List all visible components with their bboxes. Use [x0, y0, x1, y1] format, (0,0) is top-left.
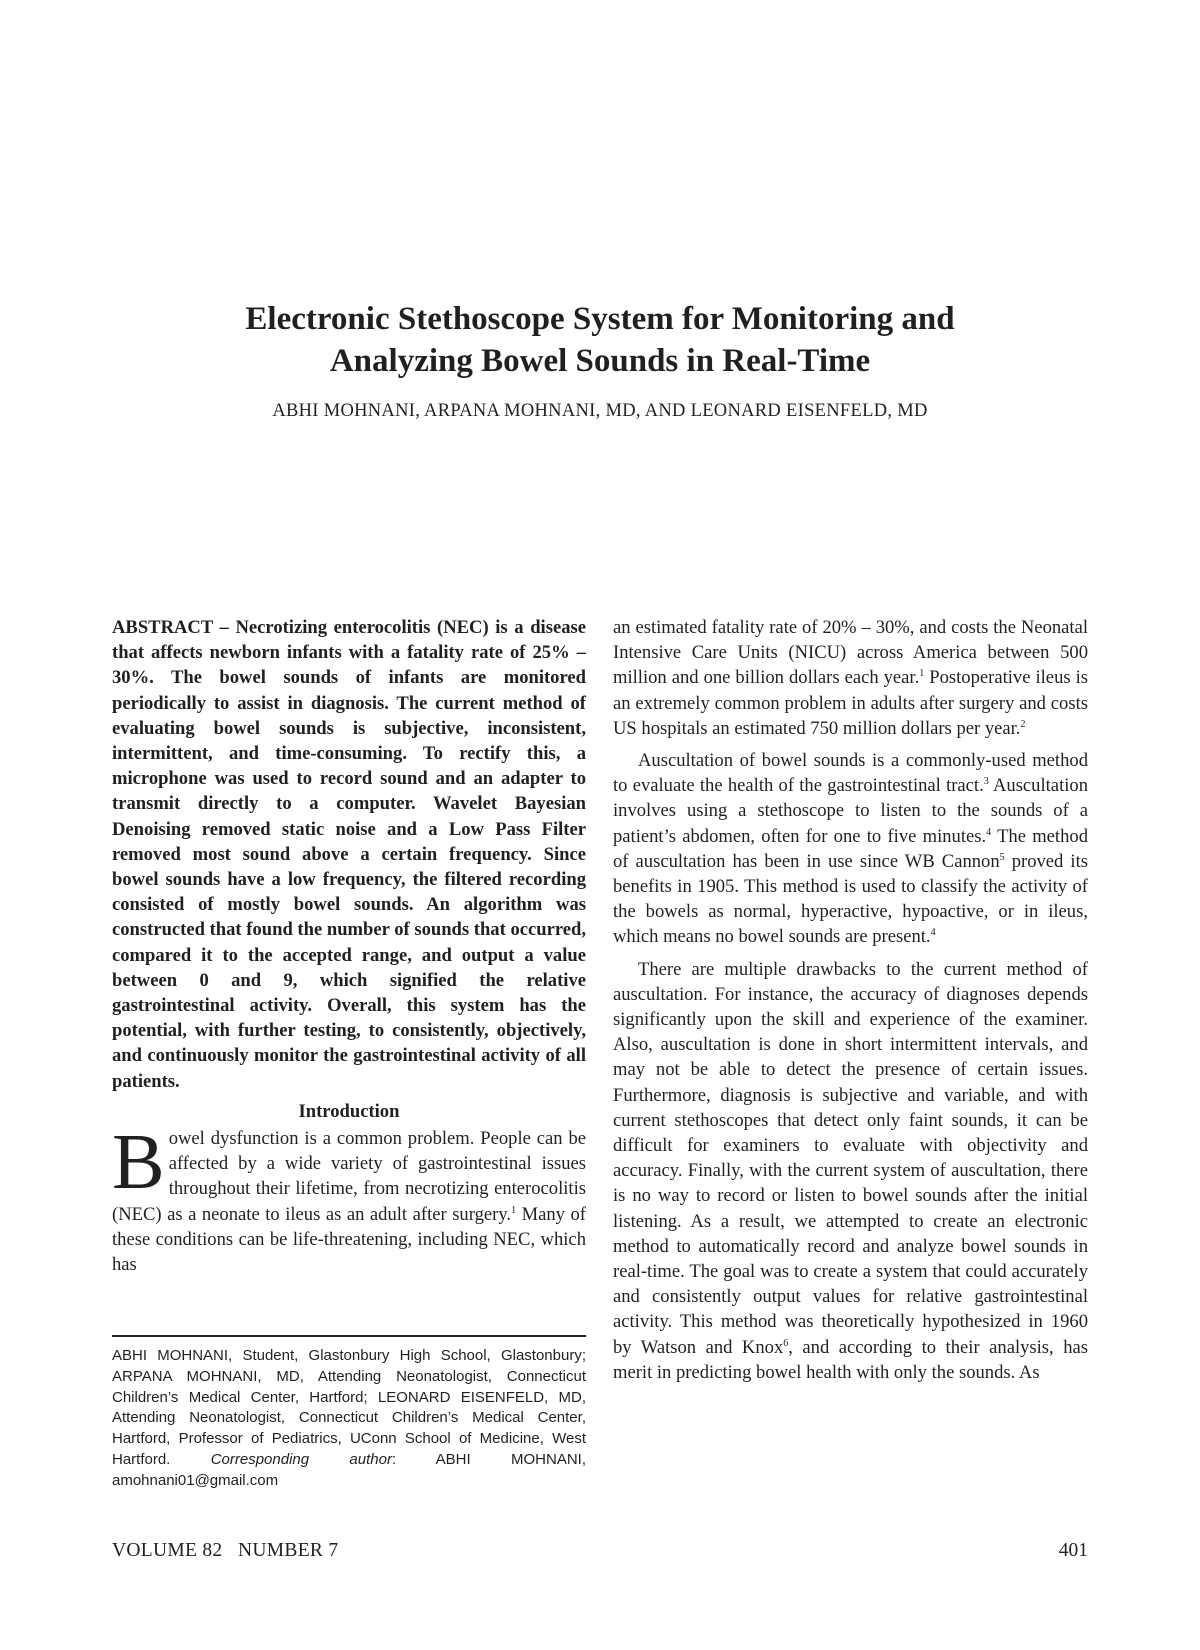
- corresponding-author-label: Corresponding author: [210, 1450, 392, 1468]
- citation-superscript: 1: [511, 1204, 517, 1216]
- footnote-text: ABHI MOHNANI, Student, Glastonbury High School, Glastonbury; ARPANA MOHNANI, MD, Attending Neonatologist, Connecticut Children’s Medical Center, Hartford; LEONARD EISENFELD, MD, Attending Neonatologist, Connecticut Children’s Medical Center, Hartford, Professor of Pediatrics, UConn School of Medicine, West Hartford.: [112, 1347, 586, 1468]
- right-column: [613, 615, 1088, 1385]
- title-line-2: Analyzing Bowel Sounds in Real-Time: [329, 343, 871, 379]
- title-line-1: Electronic Stethoscope System for Monitoring and: [245, 301, 955, 337]
- p1-text-b: Postoperative ileus is an extremely common problem in adults after surgery and costs US hospitals an estimated 750 million dollars per year.: [613, 667, 1089, 739]
- p2-text-b: Auscultation involves using a stethoscope to listen to the sounds of a patient’s abdomen, often for one to five minutes.: [613, 775, 1088, 847]
- introduction-paragraph: [112, 1119, 586, 1277]
- p2-text-a: Auscultation of bowel sounds is a commonly-used method to evaluate the health of the gastrointestinal tract.: [613, 750, 1088, 797]
- page-number: 401: [1058, 1540, 1088, 1561]
- p3-text-a: There are multiple drawbacks to the current method of auscultation. For instance, the accuracy of diagnoses depends significantly upon the skill and experience of the examiner. Also, auscultation is done in short intermittent intervals, and may not be able to detect the presence of certain issues. Furthermore, diagnosis is subjective and variable, and with current stethoscopes that detect only faint sounds, it can be difficult for examiners to evaluate with objectivity and accuracy. Finally, with the current system of auscultation, there is no way to record or listen to bowel sounds after the initial listening. As a result, we attempted to create an electronic method to automatically record and analyze bowel sounds in real-time. The goal was to create a system that could accurately and consistently output values for relative gastrointestinal activity. This method was theoretically hypothesized in 1960 by Watson and Knox: [613, 958, 1088, 1358]
- intro-text-a: owel dysfunction is a common problem. People can be affected by a wide variety of gastrointestinal issues throughout their lifetime, from necrotizing enterocolitis (NEC) as a neonate to ileus as an adult after surgery.: [112, 1128, 586, 1225]
- citation-superscript: 6: [783, 1337, 789, 1349]
- p1-text-a: an estimated fatality rate of 20% – 30%, and costs the Neonatal Intensive Care Units (NICU) across America between 500 million and one billion dollars each year.: [613, 617, 1088, 689]
- p2-text-d: proved its benefits in 1905. This method is used to classify the activity of the bowels as normal, hyperactive, hypoactive, or in ileus, which means no bowel sounds are present.: [613, 850, 1088, 948]
- paragraph-drawbacks: [613, 957, 1088, 1385]
- citation-superscript: 5: [999, 851, 1005, 863]
- author-list: ABHI MOHNANI, ARPANA MOHNANI, MD, AND LEONARD EISENFELD, MD: [272, 401, 928, 421]
- introduction-heading: Introduction: [298, 1100, 400, 1122]
- abstract: ABSTRACT – Necrotizing enterocolitis (NEC) is a disease that affects newborn infants with a fatality rate of 25% – 30%. The bowel sounds of infants are monitored periodically to assist in diagnosis. The current method of evaluating bowel sounds is subjective, inconsistent, intermittent, and time-consuming. To rectify this, a microphone was used to record sound and an adapter to transmit directly to a computer. Wavelet Bayesian Denoising removed static noise and a Low Pass Filter removed most sound above a certain frequency. Since bowel sounds have a low frequency, the filtered recording consisted of mostly bowel sounds. An algorithm was constructed that found the number of sounds that occurred, compared it to the accepted range, and output a value between 0 and 9, which signified the relative gastrointestinal activity. Overall, this system has the potential, with further testing, to consistently, objectively, and continuously monitor the gastrointestinal activity of all patients.: [112, 617, 586, 1092]
- p3-text-b: , and according to their analysis, has merit in predicting bowel health with only the sounds. As: [613, 1336, 1088, 1383]
- citation-superscript: 4: [986, 826, 992, 838]
- author-affiliations-footnote: [112, 1335, 586, 1492]
- paragraph-auscultation: [613, 748, 1088, 950]
- journal-volume-footer: [112, 1540, 338, 1562]
- intro-text-b: Many of these conditions can be life-threatening, including NEC, which has: [112, 1203, 586, 1276]
- corresponding-author-contact: : ABHI MOHNANI, amohnani01@gmail.com: [112, 1450, 586, 1489]
- left-column: [112, 615, 586, 1277]
- volume-number-text: VOLUME 82 NUMBER 7: [112, 1540, 339, 1561]
- article-title: [0, 298, 1200, 382]
- p2-text-c: The method of auscultation has been in use since WB Cannon: [613, 825, 1088, 872]
- drop-cap: B: [112, 1119, 165, 1207]
- citation-superscript: 1: [919, 668, 925, 680]
- citation-superscript: 3: [983, 776, 989, 788]
- paragraph-fatality-costs: [613, 615, 1088, 741]
- citation-superscript: 2: [1020, 718, 1026, 730]
- citation-superscript: 4: [930, 927, 936, 939]
